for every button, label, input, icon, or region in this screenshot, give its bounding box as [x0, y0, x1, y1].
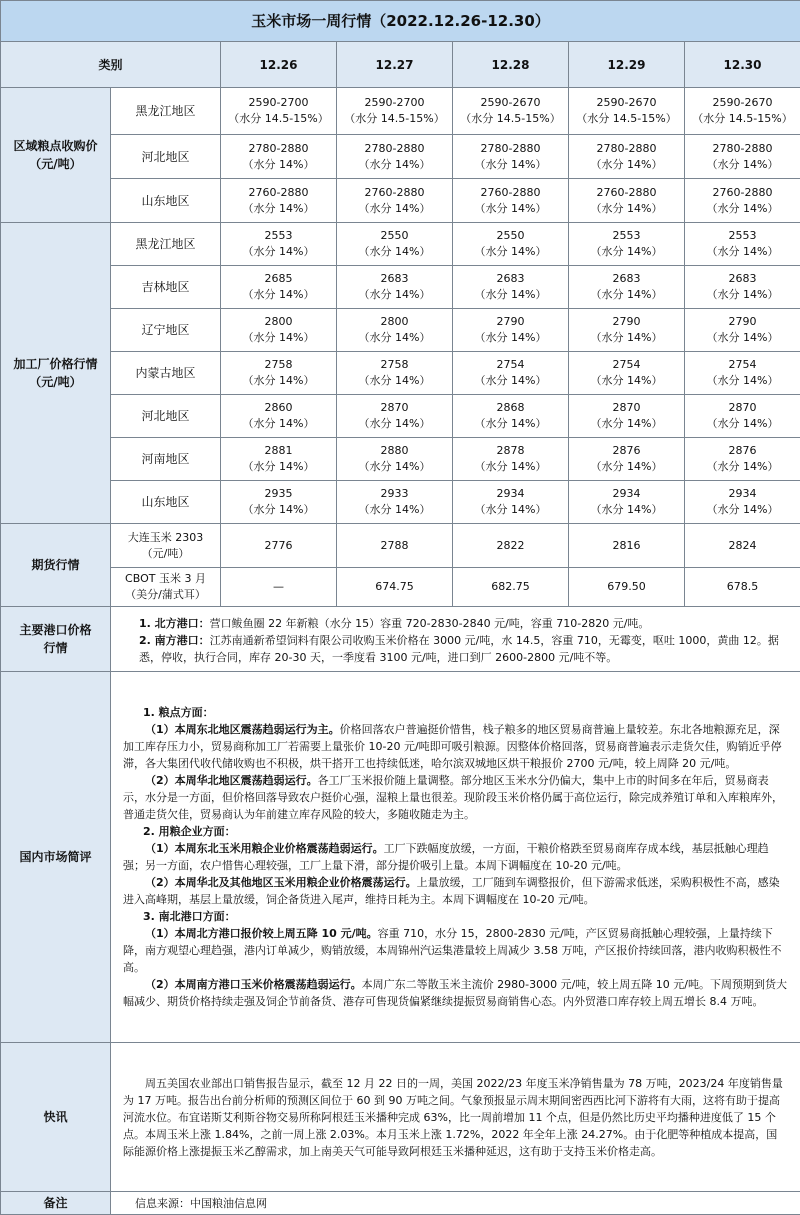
south-port-paragraph — [139, 632, 786, 666]
moisture-note: （水分 14%） — [337, 201, 452, 217]
price-range: 2760-2880 — [685, 185, 800, 201]
north-port-paragraph — [139, 615, 786, 632]
moisture-note: （水分 14%） — [221, 157, 336, 173]
plant-price: 2685 — [221, 271, 336, 287]
region-name: 山东地区 — [111, 179, 221, 223]
plant-price: 2550 — [337, 228, 452, 244]
table-row — [1, 672, 800, 1043]
price-cell — [337, 309, 453, 352]
price-cell — [221, 309, 337, 352]
contract-name: 大连玉米 2303 — [111, 530, 220, 546]
plant-price: 2800 — [337, 314, 452, 330]
plant-price: 2550 — [453, 228, 568, 244]
moisture-note: （水分 14%） — [685, 201, 800, 217]
moisture-note: （水分 14%） — [337, 157, 452, 173]
northeast-grain-paragraph — [123, 721, 788, 772]
northeast-enterprise-paragraph — [123, 840, 788, 874]
plant-price: 2934 — [685, 486, 800, 502]
price-cell — [453, 266, 569, 309]
futures-price: 2776 — [221, 524, 337, 568]
price-range: 2780-2880 — [453, 141, 568, 157]
price-range: 2590-2670 — [685, 95, 800, 111]
moisture-note: （水分 14%） — [685, 459, 800, 475]
south-port-review-paragraph — [123, 976, 788, 1010]
plant-price: 2790 — [685, 314, 800, 330]
flash-label: 快讯 — [1, 1043, 111, 1192]
plant-price: 2934 — [569, 486, 684, 502]
plant-price: 2876 — [685, 443, 800, 459]
price-cell — [685, 395, 800, 438]
plant-price: 2876 — [569, 443, 684, 459]
moisture-note: （水分 14%） — [685, 502, 800, 518]
north-port-review-paragraph — [123, 925, 788, 976]
table-row — [1, 395, 800, 438]
price-cell — [685, 309, 800, 352]
moisture-note: （水分 14%） — [569, 330, 684, 346]
grain-user-title — [123, 823, 788, 840]
moisture-note: （水分 14%） — [453, 416, 568, 432]
price-cell — [337, 395, 453, 438]
price-cell — [337, 438, 453, 481]
moisture-note: （水分 14%） — [569, 287, 684, 303]
price-range: 2780-2880 — [337, 141, 452, 157]
plant-price: 2553 — [569, 228, 684, 244]
section-label-line: 行情 — [1, 639, 110, 657]
moisture-note: （水分 14%） — [569, 244, 684, 260]
section-unit-line: （元/吨） — [1, 373, 110, 391]
price-range: 2760-2880 — [221, 185, 336, 201]
region-name: 吉林地区 — [111, 266, 221, 309]
plant-price: 2934 — [453, 486, 568, 502]
region-name: 内蒙古地区 — [111, 352, 221, 395]
price-cell — [221, 179, 337, 223]
remark-label: 备注 — [1, 1192, 111, 1215]
category-header: 类别 — [1, 42, 221, 88]
price-range: 2590-2700 — [221, 95, 336, 111]
region-name: 黑龙江地区 — [111, 223, 221, 266]
moisture-note: （水分 14%） — [337, 287, 452, 303]
moisture-note: （水分 14%） — [453, 157, 568, 173]
futures-price: 2824 — [685, 524, 800, 568]
plant-price: 2683 — [685, 271, 800, 287]
futures-contract — [111, 568, 221, 607]
north-port-label: 1. 北方港口： — [139, 617, 210, 630]
price-cell — [453, 223, 569, 266]
plant-price: 2933 — [337, 486, 452, 502]
ports-section-title — [123, 908, 788, 925]
futures-price: 674.75 — [337, 568, 453, 607]
flash-paragraph: 周五美国农业部出口销售报告显示，截至 12 月 22 日的一周，美国 2022/23 年度玉米净销售量为 78 万吨，2023/24 年度销售量为 17 万吨。报告出台前分析师的预测区间位于 60 到 90 万吨之间。气象预报显示周末期间密西西比河下游将有大雨，这将有助于提高河流水位。布宜诺斯艾利斯谷物交易所称阿根廷玉米播种完成 63%，比一周前增加 11 个点，但是仍然比历史平均播种进度低了 15 个点。本周玉米上涨 1.84%，之前一周上涨 2.03%。本月玉米上涨 1.72%，2022 年全年上涨 24.27%。由于化肥等种植成本提高，国际能源价格上涨提振玉米乙醇需求，加上南美天气可能导致阿根廷玉米播种延迟，这有助于支持玉米价格走高。 — [123, 1075, 788, 1160]
plant-price: 2553 — [685, 228, 800, 244]
price-range: 2590-2670 — [453, 95, 568, 111]
price-range: 2760-2880 — [337, 185, 452, 201]
remark-content: 信息来源：中国粮油信息网 — [111, 1192, 800, 1215]
moisture-note: （水分 14%） — [685, 244, 800, 260]
section-unit-line: （元/吨） — [1, 155, 110, 173]
table-row — [1, 607, 800, 672]
moisture-note: （水分 14.5-15%） — [685, 111, 800, 127]
north-port-review-paragraph-head: （1）本周北方港口报价较上周五降 10 元/吨。 — [145, 927, 378, 940]
price-cell — [221, 438, 337, 481]
table-row — [1, 88, 800, 135]
date-header-3: 12.28 — [453, 42, 569, 88]
ports-content — [111, 607, 800, 672]
ports-section-title-text: 3. 南北港口方面： — [143, 910, 236, 923]
price-cell — [337, 88, 453, 135]
moisture-note: （水分 14%） — [569, 157, 684, 173]
plant-price: 2935 — [221, 486, 336, 502]
plant-price: 2553 — [221, 228, 336, 244]
plant-price: 2881 — [221, 443, 336, 459]
moisture-note: （水分 14%） — [337, 330, 452, 346]
price-cell — [569, 266, 685, 309]
price-cell — [453, 179, 569, 223]
moisture-note: （水分 14%） — [453, 502, 568, 518]
date-header-2: 12.27 — [337, 42, 453, 88]
moisture-note: （水分 14%） — [221, 459, 336, 475]
price-cell — [337, 266, 453, 309]
table-row — [1, 1192, 800, 1215]
price-cell — [221, 481, 337, 524]
price-range: 2780-2880 — [569, 141, 684, 157]
north-china-grain-paragraph — [123, 772, 788, 823]
price-cell — [685, 438, 800, 481]
moisture-note: （水分 14%） — [337, 373, 452, 389]
plant-price: 2754 — [453, 357, 568, 373]
contract-unit: （元/吨） — [111, 546, 220, 562]
moisture-note: （水分 14%） — [685, 157, 800, 173]
region-name: 山东地区 — [111, 481, 221, 524]
date-header-4: 12.29 — [569, 42, 685, 88]
table-row — [1, 223, 800, 266]
south-port-text: 江苏南通新希望饲料有限公司收购玉米价格在 3000 元/吨，水 14.5，容重 710，无霉变，呕吐 1000，黄曲 12。据悉，停收，执行合同，库存 20-30 天，一季度看 3100 元/吨，进口到厂 2600-2800 元/吨不等。 — [139, 634, 779, 664]
plant-price: 2878 — [453, 443, 568, 459]
plant-price: 2683 — [453, 271, 568, 287]
table-row — [1, 524, 800, 568]
price-range: 2780-2880 — [685, 141, 800, 157]
region-name: 河南地区 — [111, 438, 221, 481]
moisture-note: （水分 14%） — [685, 373, 800, 389]
northeast-grain-paragraph-head: （1）本周东北地区震荡趋弱运行为主。 — [145, 723, 340, 736]
grain-point-title-text: 1. 粮点方面： — [143, 706, 214, 719]
plant-price: 2758 — [337, 357, 452, 373]
price-cell — [221, 266, 337, 309]
northeast-enterprise-paragraph-head: （1）本周东北玉米用粮企业价格震荡趋弱运行。 — [145, 842, 384, 855]
price-range: 2590-2700 — [337, 95, 452, 111]
price-cell — [221, 135, 337, 179]
grain-user-title-text: 2. 用粮企业方面： — [143, 825, 236, 838]
region-name: 辽宁地区 — [111, 309, 221, 352]
price-cell — [569, 309, 685, 352]
flash-content — [111, 1043, 800, 1192]
price-cell — [453, 135, 569, 179]
futures-price: 682.75 — [453, 568, 569, 607]
table-row — [1, 438, 800, 481]
moisture-note: （水分 14%） — [337, 502, 452, 518]
futures-price: — — [221, 568, 337, 607]
futures-price: 678.5 — [685, 568, 800, 607]
moisture-note: （水分 14%） — [453, 459, 568, 475]
plant-price: 2683 — [569, 271, 684, 287]
table-row — [1, 266, 800, 309]
south-port-review-paragraph-body: 本周广东二等散玉米主流价 2980-3000 元/吨，较上周五降 10 元/吨。下周预期到货大幅减少、期货价格持续走强及饲企节前备货、港存可售现货偏紧继续提振贸易商销售心态。内外贸港口库存较上周五增长 8.4 万吨。 — [123, 978, 787, 1008]
table-row — [1, 135, 800, 179]
ports-label — [1, 607, 111, 672]
north-china-enterprise-paragraph-head: （2）本周华北及其他地区玉米用粮企业价格震荡运行。 — [145, 876, 417, 889]
price-cell — [569, 135, 685, 179]
table-row — [1, 179, 800, 223]
price-range: 2760-2880 — [569, 185, 684, 201]
plant-price: 2870 — [337, 400, 452, 416]
futures-contract — [111, 524, 221, 568]
price-cell — [569, 352, 685, 395]
moisture-note: （水分 14%） — [221, 201, 336, 217]
moisture-note: （水分 14%） — [221, 287, 336, 303]
north-china-enterprise-paragraph — [123, 874, 788, 908]
plant-price: 2754 — [685, 357, 800, 373]
moisture-note: （水分 14%） — [221, 330, 336, 346]
south-port-label: 2. 南方港口： — [139, 634, 210, 647]
price-cell — [569, 438, 685, 481]
moisture-note: （水分 14%） — [453, 373, 568, 389]
plant-price: 2880 — [337, 443, 452, 459]
region-name: 河北地区 — [111, 395, 221, 438]
moisture-note: （水分 14%） — [685, 287, 800, 303]
price-cell — [453, 395, 569, 438]
price-cell — [685, 266, 800, 309]
north-china-enterprise-paragraph-body: 上量放缓，工厂随到车调整报价，但下游需求低迷，采购积极性不高，感染进入高峰期，基层上量放缓，饲企备货进入尾声，维持日耗为主。本周下调幅度在 10-20 元/吨。 — [123, 876, 780, 906]
price-cell — [569, 179, 685, 223]
plant-price-label — [1, 223, 111, 524]
moisture-note: （水分 14%） — [221, 244, 336, 260]
moisture-note: （水分 14%） — [569, 416, 684, 432]
price-cell — [221, 88, 337, 135]
north-port-text: 营口鲅鱼圈 22 年新粮（水分 15）容重 720-2830-2840 元/吨，容重 710-2820 元/吨。 — [210, 617, 650, 630]
moisture-note: （水分 14%） — [337, 459, 452, 475]
price-cell — [221, 223, 337, 266]
plant-price: 2790 — [569, 314, 684, 330]
date-header-1: 12.26 — [221, 42, 337, 88]
table-row — [1, 309, 800, 352]
plant-price: 2800 — [221, 314, 336, 330]
domestic-label: 国内市场简评 — [1, 672, 111, 1043]
moisture-note: （水分 14%） — [569, 373, 684, 389]
plant-price: 2868 — [453, 400, 568, 416]
price-cell — [337, 135, 453, 179]
north-port-review-paragraph-body: 容重 710，水分 15，2800-2830 元/吨，产区贸易商抵触心理较强，上量持续下降，南方观望心理趋强，港内订单减少，购销放缓，本周锦州汽运集港量较上周减少 3.58 万吨，产区报价持续回落，港内收购积极性不高。 — [123, 927, 781, 974]
moisture-note: （水分 14%） — [569, 201, 684, 217]
futures-price: 2788 — [337, 524, 453, 568]
contract-unit: （美分/蒲式耳） — [111, 587, 220, 603]
region-name: 黑龙江地区 — [111, 88, 221, 135]
price-cell — [685, 88, 800, 135]
regional-purchase-label — [1, 88, 111, 223]
north-china-grain-paragraph-body: 各工厂玉米报价随上量调整。部分地区玉米水分仍偏大，集中上市的时间多在年后，贸易商表示，水分是一方面，但价格回落导致农户挺价心强，湿粮上量也很差。现阶段玉米价格仍属于高位运行，除完成养殖订单和入库粮库外，普通走货欠佳，贸易商认为年前建立库存风险的较大，多随收随走为主。 — [123, 774, 783, 821]
moisture-note: （水分 14%） — [337, 244, 452, 260]
moisture-note: （水分 14%） — [569, 502, 684, 518]
moisture-note: （水分 14.5-15%） — [221, 111, 336, 127]
plant-price: 2754 — [569, 357, 684, 373]
price-cell — [337, 223, 453, 266]
price-cell — [685, 223, 800, 266]
moisture-note: （水分 14.5-15%） — [453, 111, 568, 127]
price-cell — [453, 438, 569, 481]
region-name: 河北地区 — [111, 135, 221, 179]
plant-price: 2870 — [685, 400, 800, 416]
moisture-note: （水分 14%） — [453, 201, 568, 217]
price-cell — [569, 395, 685, 438]
table-row — [1, 481, 800, 524]
moisture-note: （水分 14%） — [221, 502, 336, 518]
price-range: 2780-2880 — [221, 141, 336, 157]
price-cell — [453, 88, 569, 135]
price-cell — [221, 352, 337, 395]
moisture-note: （水分 14%） — [569, 459, 684, 475]
moisture-note: （水分 14.5-15%） — [569, 111, 684, 127]
north-china-grain-paragraph-head: （2）本周华北地区震荡趋弱运行。 — [145, 774, 318, 787]
futures-price: 2816 — [569, 524, 685, 568]
plant-price: 2683 — [337, 271, 452, 287]
price-cell — [337, 352, 453, 395]
price-cell — [453, 481, 569, 524]
moisture-note: （水分 14%） — [221, 373, 336, 389]
moisture-note: （水分 14%） — [453, 287, 568, 303]
south-port-review-paragraph-head: （2）本周南方港口玉米价格震荡趋弱运行。 — [145, 978, 362, 991]
price-cell — [685, 352, 800, 395]
moisture-note: （水分 14%） — [453, 244, 568, 260]
table-row — [1, 1043, 800, 1192]
grain-point-title — [123, 704, 788, 721]
table-row — [1, 352, 800, 395]
domestic-content — [111, 672, 800, 1043]
price-cell — [453, 352, 569, 395]
plant-price: 2790 — [453, 314, 568, 330]
plant-price: 2870 — [569, 400, 684, 416]
price-range: 2760-2880 — [453, 185, 568, 201]
price-cell — [685, 179, 800, 223]
northeast-grain-paragraph-body: 价格回落农户普遍挺价惜售，栈子粮多的地区贸易商普遍上量较差。东北各地粮源充足，深加工库存压力小，贸易商称加工厂若需要上量张价 10-20 元/吨即可吸引粮源。因整体价格回落，贸易商普遍表示走货欠佳，购销近乎停滞，各大集团代收代储收购也不积极，烘干搭开工也持续低迷，哈尔滨双城地区烘干粮报价 2700 元/吨，较上周降 20 元/吨。 — [123, 723, 782, 770]
table-row — [1, 568, 800, 607]
price-cell — [569, 481, 685, 524]
report-title: 玉米市场一周行情（2022.12.26-12.30） — [1, 1, 800, 42]
price-range: 2590-2670 — [569, 95, 684, 111]
price-cell — [337, 179, 453, 223]
moisture-note: （水分 14.5-15%） — [337, 111, 452, 127]
moisture-note: （水分 14%） — [337, 416, 452, 432]
plant-price: 2758 — [221, 357, 336, 373]
section-label-line: 加工厂价格行情 — [1, 355, 110, 373]
moisture-note: （水分 14%） — [221, 416, 336, 432]
futures-label: 期货行情 — [1, 524, 111, 607]
moisture-note: （水分 14%） — [453, 330, 568, 346]
section-label-line: 区域粮点收购价 — [1, 137, 110, 155]
price-cell — [221, 395, 337, 438]
futures-price: 679.50 — [569, 568, 685, 607]
price-cell — [685, 135, 800, 179]
price-cell — [453, 309, 569, 352]
futures-price: 2822 — [453, 524, 569, 568]
date-header-5: 12.30 — [685, 42, 800, 88]
moisture-note: （水分 14%） — [685, 330, 800, 346]
price-cell — [337, 481, 453, 524]
plant-price: 2860 — [221, 400, 336, 416]
moisture-note: （水分 14%） — [685, 416, 800, 432]
contract-name: CBOT 玉米 3 月 — [111, 571, 220, 587]
section-label-line: 主要港口价格 — [1, 621, 110, 639]
price-cell — [569, 223, 685, 266]
price-cell — [685, 481, 800, 524]
northeast-enterprise-paragraph-body: 工厂下跌幅度放缓，一方面，干粮价格跌至贸易商库存成本线，基层抵触心理趋强；另一方面，农户惜售心理较强，工厂上量下滑，部分提价吸引上量。本周下调幅度在 10-20 元/吨。 — [123, 842, 769, 872]
price-cell — [569, 88, 685, 135]
